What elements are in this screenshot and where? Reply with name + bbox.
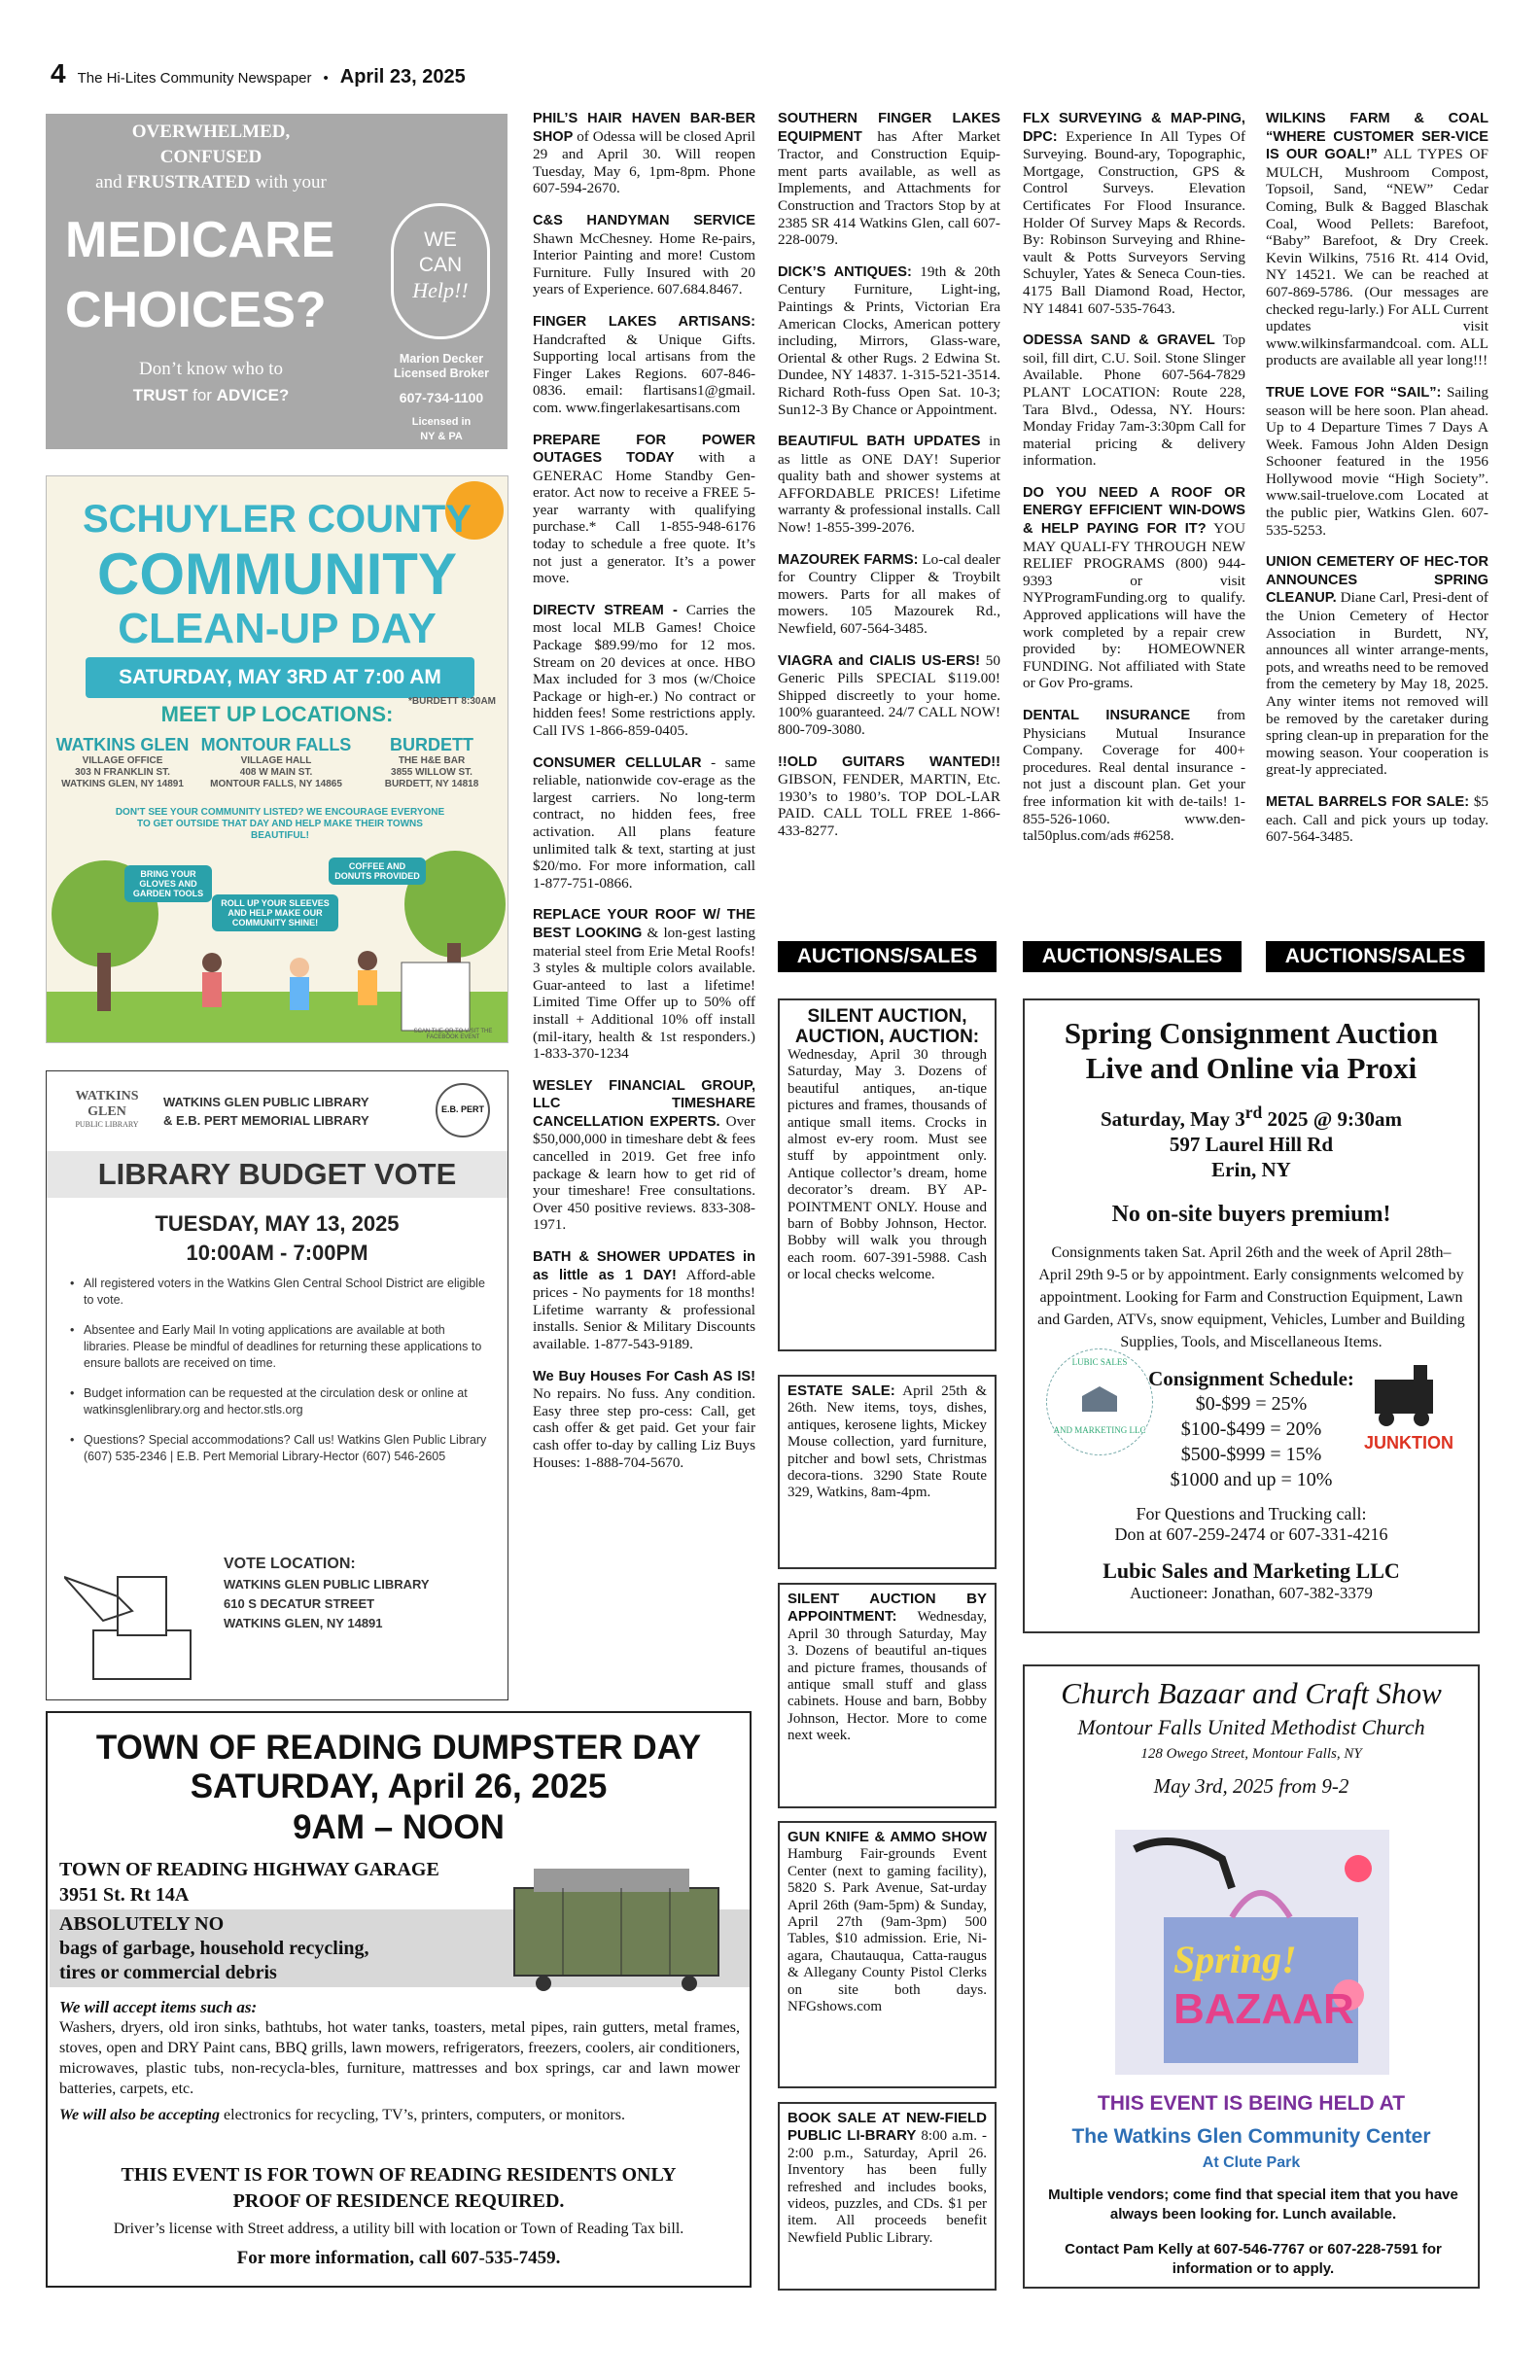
medicare-sub2: TRUST for ADVICE?	[132, 386, 290, 404]
silent-appointment-box: SILENT AUCTION BY APPOINTMENT: Wednesday, April 30 through Saturday, May 3. Dozens of beautiful an-tiques and picture frames, thousands of antique small stuff and glass cabinets. House and barn, Bobby Johnson, Hector. More to come next week.	[778, 1583, 997, 1808]
classified-item: C&S HANDYMAN SERVICE Shawn McChesney. Home Re-pairs, Interior Painting and more! Custom Furniture. Fully Insured with 20 years of Experience. 607.684.8467.	[533, 212, 755, 298]
no-buyers-premium: No on-site buyers premium!	[1111, 1202, 1391, 1227]
dumpster-location: TOWN OF READING HIGHWAY GARAGE 3951 St. Rt 14A	[59, 1859, 439, 1906]
bazaar-contact: Contact Pam Kelly at 607-546-7767 or 607-228-7591 for information or to apply.	[1065, 2241, 1442, 2277]
classified-item: BATH & SHOWER UPDATES in as little as 1 DAY! Afford-able prices - No payments for 18 months! Lifetime warranty & professional installs. Senior & Military Discounts available. 1-877-543-9189.	[533, 1249, 755, 1352]
classified-col-4	[1266, 110, 1488, 860]
medicare-line3: and FRUSTRATED with your	[95, 172, 327, 192]
bazaar-church: Montour Falls United Methodist Church	[1077, 1715, 1425, 1739]
help-bubble: WE CAN Help!!	[391, 203, 490, 339]
spring-title1: Spring Consignment Auction	[1064, 1016, 1439, 1050]
classified-item: WESLEY FINANCIAL GROUP, LLC TIMESHARE CANCELLATION EXPERTS. Over $50,000,000 in timeshare debt & fees cancelled in 2019. Get free info package & learn how to get rid of your timeshare! Free consultations. Over 450 positive reviews. 833-308-1971.	[533, 1077, 755, 1234]
dumpster-illustration	[505, 1849, 728, 1995]
classified-item: DICK’S ANTIQUES: 19th & 20th Century Furniture, Light-ing, Paintings & Prints, Victorian Era American Clocks, American pottery including, Mirrors, Glass-ware, Oriental & other Rugs. 2 Edwina St. Dundee, NY 14837. 1-315-521-3514. Richard Roth-fuss Open Sat. 10-3; Sun12-3 By Chance or Appointment.	[778, 262, 1000, 418]
church-bazaar-ad	[1023, 1664, 1480, 2289]
dumpster-date: SATURDAY, April 26, 2025	[190, 1768, 608, 1805]
meet-locations: MEET UP LOCATIONS:	[160, 702, 394, 726]
wg-library-logo: WATKINS GLEN PUBLIC LIBRARY	[75, 1089, 139, 1129]
page-number: 4	[51, 58, 66, 88]
cleanup-title3: CLEAN-UP DAY	[118, 605, 437, 652]
spring-town: Erin, NY	[1211, 1158, 1291, 1181]
drivers-license-note: Driver’s license with Street address, a utility bill with location or Town of Reading Tax bill.	[113, 2221, 684, 2237]
classified-item: BEAUTIFUL BATH UPDATES in as little as ONE DAY! Superior quality bath and shower systems at AFFORDABLE PRICES! Lifetime warranty & professional installs. Call Now! 1-855-399-2076.	[778, 433, 1000, 537]
classified-item: PREPARE FOR POWER OUTAGES TODAY with a GENERAC Home Standby Gen-erator. Act now to receive a FREE 5-year warranty with qualifying purchase.* Call 1-855-948-6176 today to schedule a free quote. It’s not just a generator. It’s a power move.	[533, 432, 755, 587]
classified-item: SOUTHERN FINGER LAKES EQUIPMENT has After Market Tractor, and Construction Equip-ment parts available, as well as Implements, and Attachments for Construction and Tractors Stop by at 2385 SR 414 Watkins Glen, call 607-228-0079.	[778, 111, 1000, 249]
medicare-big2: CHOICES?	[65, 282, 327, 338]
speech-gloves: BRING YOUR GLOVES AND GARDEN TOOLS	[124, 865, 212, 902]
auctions-bar-3: AUCTIONS/SALES	[1266, 941, 1485, 972]
library-budget-vote-ad	[46, 1070, 508, 1700]
classified-item: CONSUMER CELLULAR - same reliable, nationwide cov-erage as the largest carriers. No long-term contract, no hidden fees, free activation. All plans feature unlimited talk & text, starting at just $20/mo. For more information, call 1-877-751-0866.	[533, 753, 755, 892]
gun-show-box: GUN KNIFE & AMMO SHOW Hamburg Fair-grounds Event Center (next to gaming facility), 5820 S. Park Avenue, Sat-urday April 26th (9am-5pm) & Sunday, April 27th (9am-3pm) 500 Tables, $10 admission. Erie, Ni-agara, Chautauqua, Catta-raugus & Allegany County Pistol Clerks on site both days. NFGshows.com	[778, 1821, 997, 2088]
bazaar-image	[1115, 1830, 1389, 2075]
classified-item: DENTAL INSURANCE from Physicians Mutual Insurance Company. Coverage for 400+ procedures. Real dental insurance - not just a discount plan. Get your free information kit with de-tails! 1-855-526-1060. www.den-tal50plus.com/ads #6258.	[1023, 707, 1245, 845]
loc-montour: MONTOUR FALLS VILLAGE HALL 408 W MAIN ST. MONTOUR FALLS, NY 14865	[200, 735, 352, 789]
speech-sleeves: ROLL UP YOUR SLEEVES AND HELP MAKE OUR COMMUNITY SHINE!	[212, 894, 338, 931]
cleanup-title1: SCHUYLER COUNTY	[82, 498, 472, 541]
qr-caption: SCAN THE QR TO VISIT THE FACEBOOK EVENT	[413, 1029, 493, 1040]
more-info: For more information, call 607-535-7459.	[236, 2248, 561, 2268]
schedule-rates: $0-$99 = 25% $100-$499 = 20% $500-$999 = 15% $1000 and up = 10%	[1170, 1393, 1333, 1490]
bazaar-word: BAZAAR	[1173, 1985, 1354, 2033]
accepted-items: We will accept items such as: Washers, dryers, old iron sinks, bathtubs, hot water tanks, toasters, metal pipes, rain gutters, metal frames, stoves, open and DRY Paint cans, BBQ grills, lawn mowers, refrigerators, freezers, coolers, air conditioners, microwaves, plastic tubs, non-recycla-bles, furniture, mattresses and box springs, car and lawn mower batteries, carpets, etc. We will also be accepting electronics for recycling, TV’s, printers, computers, or monitors.	[59, 1998, 740, 2123]
auctions-bar-1: AUCTIONS/SALES	[778, 941, 997, 972]
held-at: THIS EVENT IS BEING HELD AT	[1097, 2092, 1406, 2115]
loc-burdett: BURDETT THE H&E BAR 3855 WILLOW ST. BURDETT, NY 14818	[384, 735, 479, 789]
questions-label: For Questions and Trucking call:	[1136, 1504, 1367, 1523]
held-place: The Watkins Glen Community Center	[1071, 2125, 1431, 2148]
library-title: LIBRARY BUDGET VOTE	[47, 1151, 508, 1198]
header-separator: •	[323, 70, 329, 87]
spring-script: Spring!	[1173, 1938, 1297, 1981]
auctioneer: Auctioneer: Jonathan, 607-382-3379	[1130, 1584, 1373, 1602]
library-bullets: • All registered voters in the Watkins Glen Central School District are eligible to vote. • Absentee and Early Mail In voting applications are available at both libraries. Please be mindful of deadlines for returning these applications to ensure ballots are received on time. • Budget information can be requested at the circulation desk or online at watkinsglenlibrary.org and hector.stls.org • Questions? Special accommodations? Call us! Watkins Glen Public Library (607) 535-2346 | E.B. Pert Memorial Library-Hector (607) 546-2605	[70, 1276, 488, 1479]
loc-watkins: WATKINS GLEN VILLAGE OFFICE 303 N FRANKLIN ST. WATKINS GLEN, NY 14891	[55, 735, 190, 789]
cleanup-date: SATURDAY, MAY 3RD AT 7:00 AM	[86, 657, 474, 698]
broker-info: Marion Decker Licensed Broker 607-734-1100 Licensed in NY & PA	[394, 352, 489, 442]
vote-location: VOTE LOCATION: WATKINS GLEN PUBLIC LIBRARY 610 S DECATUR STREET WATKINS GLEN, NY 14891	[224, 1556, 430, 1630]
estate-sale-box: ESTATE SALE: April 25th & 26th. New items, toys, dishes, antiques, kerosene lights, Mickey Mouse collection, yard furniture, pitcher and bowl sets, Christmas decora-tions. 3290 State Route 329, Watkins, 8am-4pm.	[778, 1375, 997, 1569]
classified-col-3	[1023, 110, 1245, 859]
bazaar-desc: Multiple vendors; come find that special item that you have always been looking for. Lunch available.	[1048, 2187, 1458, 2222]
barn-icon	[1080, 1384, 1119, 1414]
bazaar-address: 128 Owego Street, Montour Falls, NY	[1140, 1746, 1362, 1762]
cleanup-title2: COMMUNITY	[97, 542, 457, 607]
classified-col-2	[778, 110, 1000, 855]
spring-address: 597 Laurel Hill Rd	[1169, 1133, 1334, 1156]
library-header: WATKINS GLEN PUBLIC LIBRARY & E.B. PERT MEMORIAL LIBRARY	[163, 1095, 369, 1128]
cleanup-day-ad	[46, 475, 508, 1043]
dumpster-title: TOWN OF READING DUMPSTER DAY	[95, 1729, 702, 1767]
classified-item: DIRECTV STREAM - Carries the most local MLB Games! Choice Package $89.99/mo for 12 mos. Stream on 20 devices at once. HBO Max included for 3 mos (w/Choice Package or high-er.) No contract or hidden fees! Some restrictions apply. Call IVS 1-866-859-0405.	[533, 601, 755, 739]
burdett-time: *BURDETT 8:30AM	[407, 696, 496, 707]
classified-item: ODESSA SAND & GRAVEL Top soil, fill dirt, C.U. Soil. Stone Slinger Available. Phone 607-564-7829 PLANT LOCATION: Route 228, Tara Blvd., Odessa, NY. Hours: Monday Friday 7am-3:30pm Call for material pricing & delivery information.	[1023, 332, 1245, 470]
lubic-company: Lubic Sales and Marketing LLC	[1102, 1558, 1400, 1583]
publication-name: The Hi-Lites Community Newspaper	[77, 70, 312, 87]
lubic-logo: LUBIC SALES AND MARKETING LLC	[1046, 1348, 1153, 1455]
bazaar-date: May 3rd, 2025 from 9-2	[1153, 1774, 1349, 1798]
classified-item: VIAGRA and CIALIS US-ERS! 50 Generic Pills SPECIAL $119.00! Shipped discreetly to your home. 100% guaranteed. 24/7 CALL NOW! 800-709-3080.	[778, 651, 1000, 738]
medicare-line2: CONFUSED	[159, 147, 262, 167]
junktion-logo: JUNKTION	[1360, 1360, 1457, 1453]
classified-item: UNION CEMETERY OF HEC-TOR ANNOUNCES SPRING CLEANUP. Diane Carl, Presi-dent of the Union Cemetery of Hector Association in Burdett, NY, announces all winter arrange-ments, pots, and wreaths need to be removed from the cemetery by May 18, 2025. Any winter items not removed will be removed by the caretaker during spring clean-up in preparation for the mowing season. Your cooperation is great-ly appreciated.	[1266, 554, 1489, 779]
volunteers-illustration	[47, 846, 508, 1043]
classified-item: !!OLD GUITARS WANTED!! GIBSON, FENDER, MARTIN, Etc. 1930’s to 1980’s. TOP DOL-LAR PAID. CALL TOLL FREE 1-866-433-8277.	[778, 753, 1000, 839]
classified-item: METAL BARRELS FOR SALE: $5 each. Call and pick yours up today. 607-564-3485.	[1266, 792, 1488, 846]
medicare-sub1: Don’t know who to	[139, 359, 283, 379]
questions-phone: Don at 607-259-2474 or 607-331-4216	[1114, 1524, 1388, 1544]
pert-seal: E.B. PERT	[436, 1083, 490, 1138]
classified-item: FINGER LAKES ARTISANS: Handcrafted & Unique Gifts. Supporting local artisans from the Finger Lakes Regions. 607-846-0836. email: flartisans1@gmail. com. www.fingerlakesartisans.com	[533, 313, 755, 416]
classified-col-1	[533, 110, 755, 1486]
issue-date: April 23, 2025	[339, 66, 466, 88]
absolutely-no: ABSOLUTELY NO bags of garbage, household recycling, tires or commercial debris	[59, 1913, 369, 1983]
spring-body: Consignments taken Sat. April 26th and the week of April 28th–April 29th 9-5 or by appointment. Early consignments welcomed by appointment. Looking for Farm and Construction Equipment, Lawn and Garden, ATVs, snow equipment, Vehicles, Lumber and Building Supplies, Tools, and Miscellaneous Items.	[1037, 1244, 1465, 1350]
classified-item: We Buy Houses For Cash AS IS! No repairs. No fuss. Any condition. Easy three step pro-cess: Call, get cash offer & get paid. Get your fair cash offer to-day by calling Liz Buys Houses: 1-888-704-5670.	[533, 1368, 755, 1471]
clute-park: At Clute Park	[1202, 2154, 1301, 2171]
ballot-box-icon	[64, 1538, 210, 1684]
page-header	[51, 58, 537, 91]
cleanup-note: DON'T SEE YOUR COMMUNITY LISTED? WE ENCOURAGE EVERYONE TO GET OUTSIDE THAT DAY AND HELP MAKE THEIR TOWNS BEAUTIFUL!	[115, 807, 445, 841]
bazaar-title: Church Bazaar and Craft Show	[1061, 1676, 1442, 1710]
spring-title2: Live and Online via Proxi	[1085, 1051, 1418, 1085]
dumpster-day-ad	[46, 1711, 752, 2288]
silent-auction-box: SILENT AUCTION, AUCTION, AUCTION: Wednesday, April 30 through Saturday, May 3. Dozens of beautiful antiques, an-tique pictures and frames, thousands of antique small items. Crocks in almost ev-ery room. Must see stuff by appointment only. Antique collector’s dream, home decorator’s dream. BY AP-POINTMENT ONLY. House and barn of Bobby Johnson, Hector. Bobby will walk you through each room. 607-391-5988. Cash or local checks welcome.	[778, 998, 997, 1351]
classified-item: WILKINS FARM & COAL “WHERE CUSTOMER SER-VICE IS OUR GOAL!” ALL TYPES OF MULCH, Mushroom Compost, Topsoil, Sand, “NEW” Cedar Coming, Bulk & Bagged Blaschak Coal, Wood Pellets: Barefoot, “Baby” Barefoot, & Dry Creek. Kevin Wilkins, 7516 Rt. 414 Ovid, NY 14521. We can be reached at 607-869-5786. (Our messages are checked regu-larly.) For ALL Current updates visit www.wilkinsfarmandcoal. com. ALL products are available all year long!!!	[1266, 111, 1488, 369]
classified-item: PHIL’S HAIR HAVEN BAR-BER SHOP of Odessa will be closed April 29 and April 30. Will reopen Tuesday, May 6, 1pm-8pm. Phone 607-594-2670.	[533, 111, 755, 197]
spring-date: Saturday, May 3rd 2025 @ 9:30am	[1100, 1102, 1403, 1131]
auctions-bar-2: AUCTIONS/SALES	[1023, 941, 1242, 972]
train-icon	[1365, 1360, 1452, 1428]
speech-coffee: COFFEE AND DONUTS PROVIDED	[329, 858, 426, 885]
medicare-line1: OVERWHELMED,	[131, 122, 291, 142]
book-sale-box: BOOK SALE AT NEW-FIELD PUBLIC LI-BRARY 8:00 a.m. - 2:00 p.m., Saturday, April 26. Inventory has been fully refreshed and includes books, videos, puzzles, and CDs. $1 per item. All proceeds benefit Newfield Public Library.	[778, 2102, 997, 2291]
classified-item: FLX SURVEYING & MAP-PING, DPC: Experience In All Types Of Surveying. Bound-ary, Topographic, Mortgage, Construction, GPS & Control Surveys. Elevation Certificates For Flood Insurance. Holder Of Survey Maps & Records. By: Robinson Surveying and Rhine-vault & Potts Surveyors Serving Schuyler, Yates & Seneca Coun-ties. 4175 Ball Diamond Road, Hector, NY 14841 607-535-7643.	[1023, 111, 1245, 317]
consignment-schedule: Consignment Schedule:	[1148, 1367, 1354, 1390]
classified-item: MAZOUREK FARMS: Lo-cal dealer for Country Clipper & Troybilt mowers. Parts for all makes of mowers. 105 Mazourek Rd., Newfield, 607-564-3485.	[778, 550, 1000, 638]
classified-item: DO YOU NEED A ROOF OR ENERGY EFFICIENT WIN-DOWS & HELP PAYING FOR IT? YOU MAY QUALI-FY THROUGH NEW RELIEF PROGRAMS (800) 944-9393 or visit NYProgramFunding.org to qualify. Approved applications will have the work completed by a repair crew provided by: HOMEOWNER FUNDING. Not affiliated with State or Gov Pro-grams.	[1023, 484, 1245, 692]
spring-consignment-ad	[1023, 998, 1480, 1633]
classified-item: TRUE LOVE FOR “SAIL”: Sailing season will be here soon. Plan ahead. Up to 4 Departure Times 7 Days A Week. Famous John Alden Design Schooner featured in the 1956 Hollywood movie “High Society”. www.sail-truelove.com Located at the public pier, Watkins Glen. 607-535-5253.	[1266, 383, 1488, 539]
vote-when: TUESDAY, MAY 13, 2025 10:00AM - 7:00PM	[155, 1211, 400, 1265]
residents-only: THIS EVENT IS FOR TOWN OF READING RESIDENTS ONLY PROOF OF RESIDENCE REQUIRED.	[121, 2164, 677, 2212]
medicare-big1: MEDICARE	[65, 212, 335, 268]
classified-item: REPLACE YOUR ROOF W/ THE BEST LOOKING & lon-gest lasting material steel from Erie Metal Roofs! 3 styles & multiple colors available. Guar-anteed to last a lifetime! Limited Time Offer up to 50% off install + Additional 10% off install (mil-itary, health & 1st responders.) 1-833-370-1234	[533, 907, 755, 1063]
medicare-ad	[46, 114, 508, 449]
dumpster-time: 9AM – NOON	[293, 1808, 505, 1846]
